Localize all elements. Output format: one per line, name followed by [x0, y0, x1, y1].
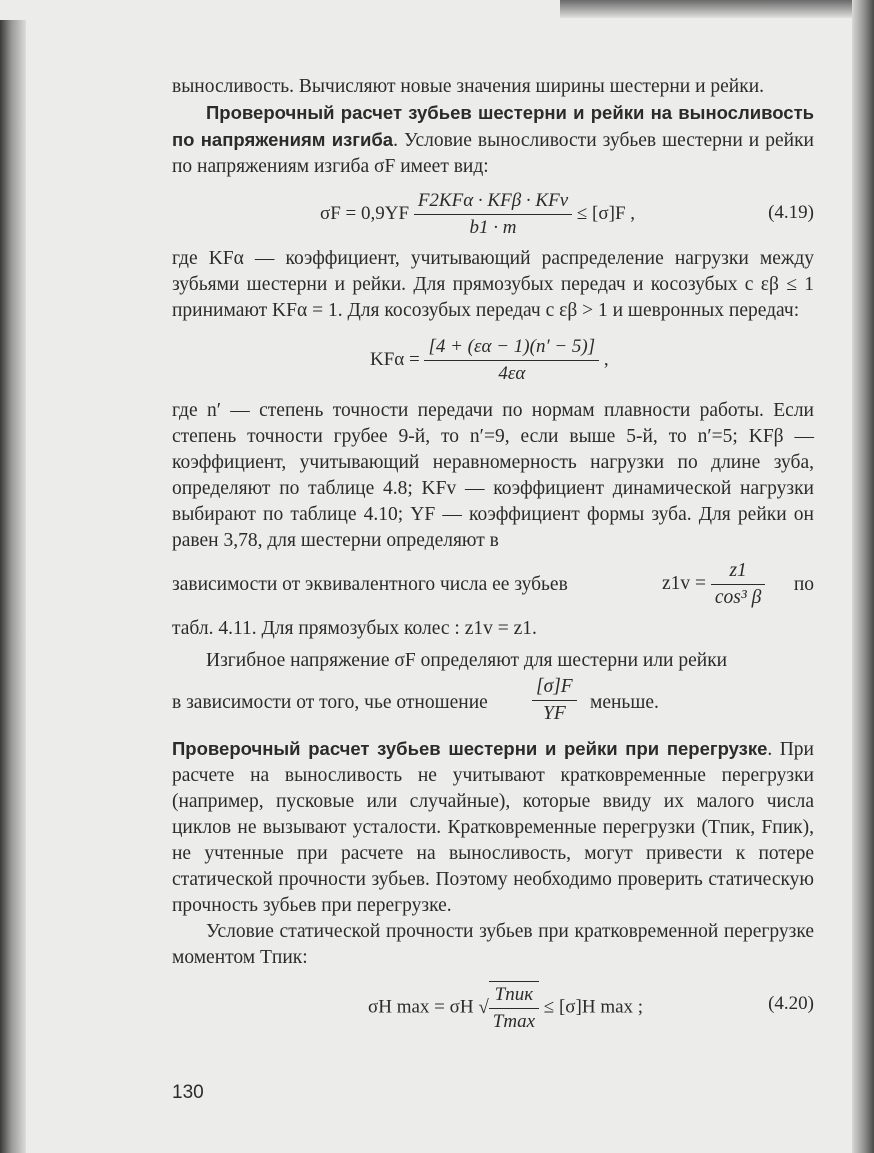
- formula-kfa-tail: ,: [603, 348, 609, 370]
- formula-4-19-numerator: F2KFα · KFβ · KFv: [414, 188, 572, 215]
- formula-4-19-fraction: [414, 188, 572, 241]
- formula-z1v-lhs: z1v =: [662, 572, 707, 594]
- paragraph-1: выносливость. Вычисляют новые значения ширины шестерни и рейки.: [172, 76, 765, 97]
- formula-z1v-denominator: cos³ β: [714, 587, 762, 608]
- sqrt-sign-icon: √: [478, 997, 489, 1018]
- formula-kfa-denominator: 4εα: [498, 363, 526, 384]
- formula-4-20-fraction: [489, 981, 539, 1035]
- paragraph-equivalent-teeth: [172, 558, 814, 610]
- paragraph-overload: [172, 736, 814, 919]
- ratio-text-end: меньше.: [590, 692, 659, 713]
- formula-kfa-numerator: [4 + (εα − 1)(n′ − 5)]: [424, 334, 599, 361]
- formula-4-19: [172, 184, 814, 242]
- equivalent-teeth-text-end: по: [793, 574, 814, 595]
- paragraph-bending-stress: Изгибное напряжение σF определяют для шестерни или рейки: [206, 650, 728, 671]
- page-number: 130: [172, 1082, 204, 1103]
- heading-overload-check: Проверочный расчет зубьев шестерни и рейки при перегрузке: [172, 738, 768, 759]
- scan-shadow-top: [560, 0, 874, 18]
- formula-4-20-numerator: Tпик: [489, 982, 539, 1009]
- formula-4-19-lhs: σF = 0,9YF: [320, 202, 410, 224]
- formula-kfa-lhs: KFα =: [370, 348, 420, 370]
- formula-4-19-number: (4.19): [768, 202, 814, 223]
- formula-4-20-expression: [368, 981, 643, 1035]
- formula-4-20-denominator: Tmax: [492, 1011, 536, 1032]
- page-text: [172, 74, 814, 1041]
- paragraph-static-strength: Условие статической прочности зубьев при кратковременной перегрузке моментом Tпик:: [172, 921, 814, 968]
- formula-ratio-numerator: [σ]F: [532, 674, 577, 701]
- ratio-text: в зависимости от того, чье отношение: [172, 692, 488, 713]
- formula-ratio-denominator: YF: [542, 703, 566, 724]
- formula-4-20: [172, 975, 814, 1037]
- paragraph-kfa: где KFα — коэффициент, учитывающий распределение нагрузки между зубьями шестерни и рейки. Для прямозубых передач и косозубых с εβ ≤ 1 принимают KFα = 1. Для косозубых передач с εβ > 1 и шевронных передач:: [172, 248, 814, 321]
- equivalent-teeth-text: зависимости от эквивалентного числа ее зубьев: [172, 574, 568, 595]
- overload-text: . При расчете на выносливость не учитывают кратковременные перегрузки (например, пусковые или случайные), которые ввиду их малого числа циклов не вызывают усталости. Кратковременные перегрузки (Tпик, Fпик), не учтенные при расчете на выносливость, могут привести к потере статической прочности зубьев. Поэтому необходимо проверить статическую прочность зубьев при перегрузке.: [172, 739, 814, 916]
- formula-4-20-number: (4.20): [768, 993, 814, 1014]
- formula-4-19-denominator: b1 · m: [469, 217, 517, 238]
- formula-z1v-fraction: [711, 558, 765, 611]
- book-binding-shadow: [0, 20, 26, 1153]
- paragraph-bending-check: [172, 100, 814, 180]
- formula-4-19-expression: [320, 188, 635, 241]
- formula-z1v: [662, 558, 765, 611]
- formula-4-20-lhs: σH max = σH: [368, 996, 474, 1018]
- formula-4-19-rhs: ≤ [σ]F ,: [576, 202, 636, 224]
- paragraph-table-ref: табл. 4.11. Для прямозубых колес : z1v = z1.: [172, 618, 537, 639]
- heading-bending-check: Проверочный расчет зубьев шестерни и рейки на выносливость по напряжениям изгиба: [172, 102, 814, 150]
- page-edge-shadow: [852, 0, 874, 1153]
- formula-kfa-expression: [370, 334, 609, 387]
- formula-ratio: [532, 674, 577, 727]
- formula-4-20-rhs: ≤ [σ]H max ;: [543, 996, 644, 1018]
- paragraph-accuracy: где n′ — степень точности передачи по нормам плавности работы. Если степень точности грубее 9-й, то n′=9, если выше 5-й, то n′=5; KFβ — коэффициент, учитывающий неравномерность нагрузки по длине зуба, определяют по таблице 4.8; KFv — коэффициент динамической нагрузки выбирают по таблице 4.10; YF — коэффициент формы зуба. Для рейки он равен 3,78, для шестерни определяют в: [172, 400, 814, 551]
- paragraph-ratio: [172, 674, 814, 726]
- formula-kfa-fraction: [424, 334, 599, 387]
- bending-check-text: . Условие выносливости зубьев шестерни и рейки по напряжениям изгиба σF имеет вид:: [172, 130, 814, 177]
- formula-z1v-numerator: z1: [711, 558, 765, 585]
- formula-kfa: [172, 328, 814, 394]
